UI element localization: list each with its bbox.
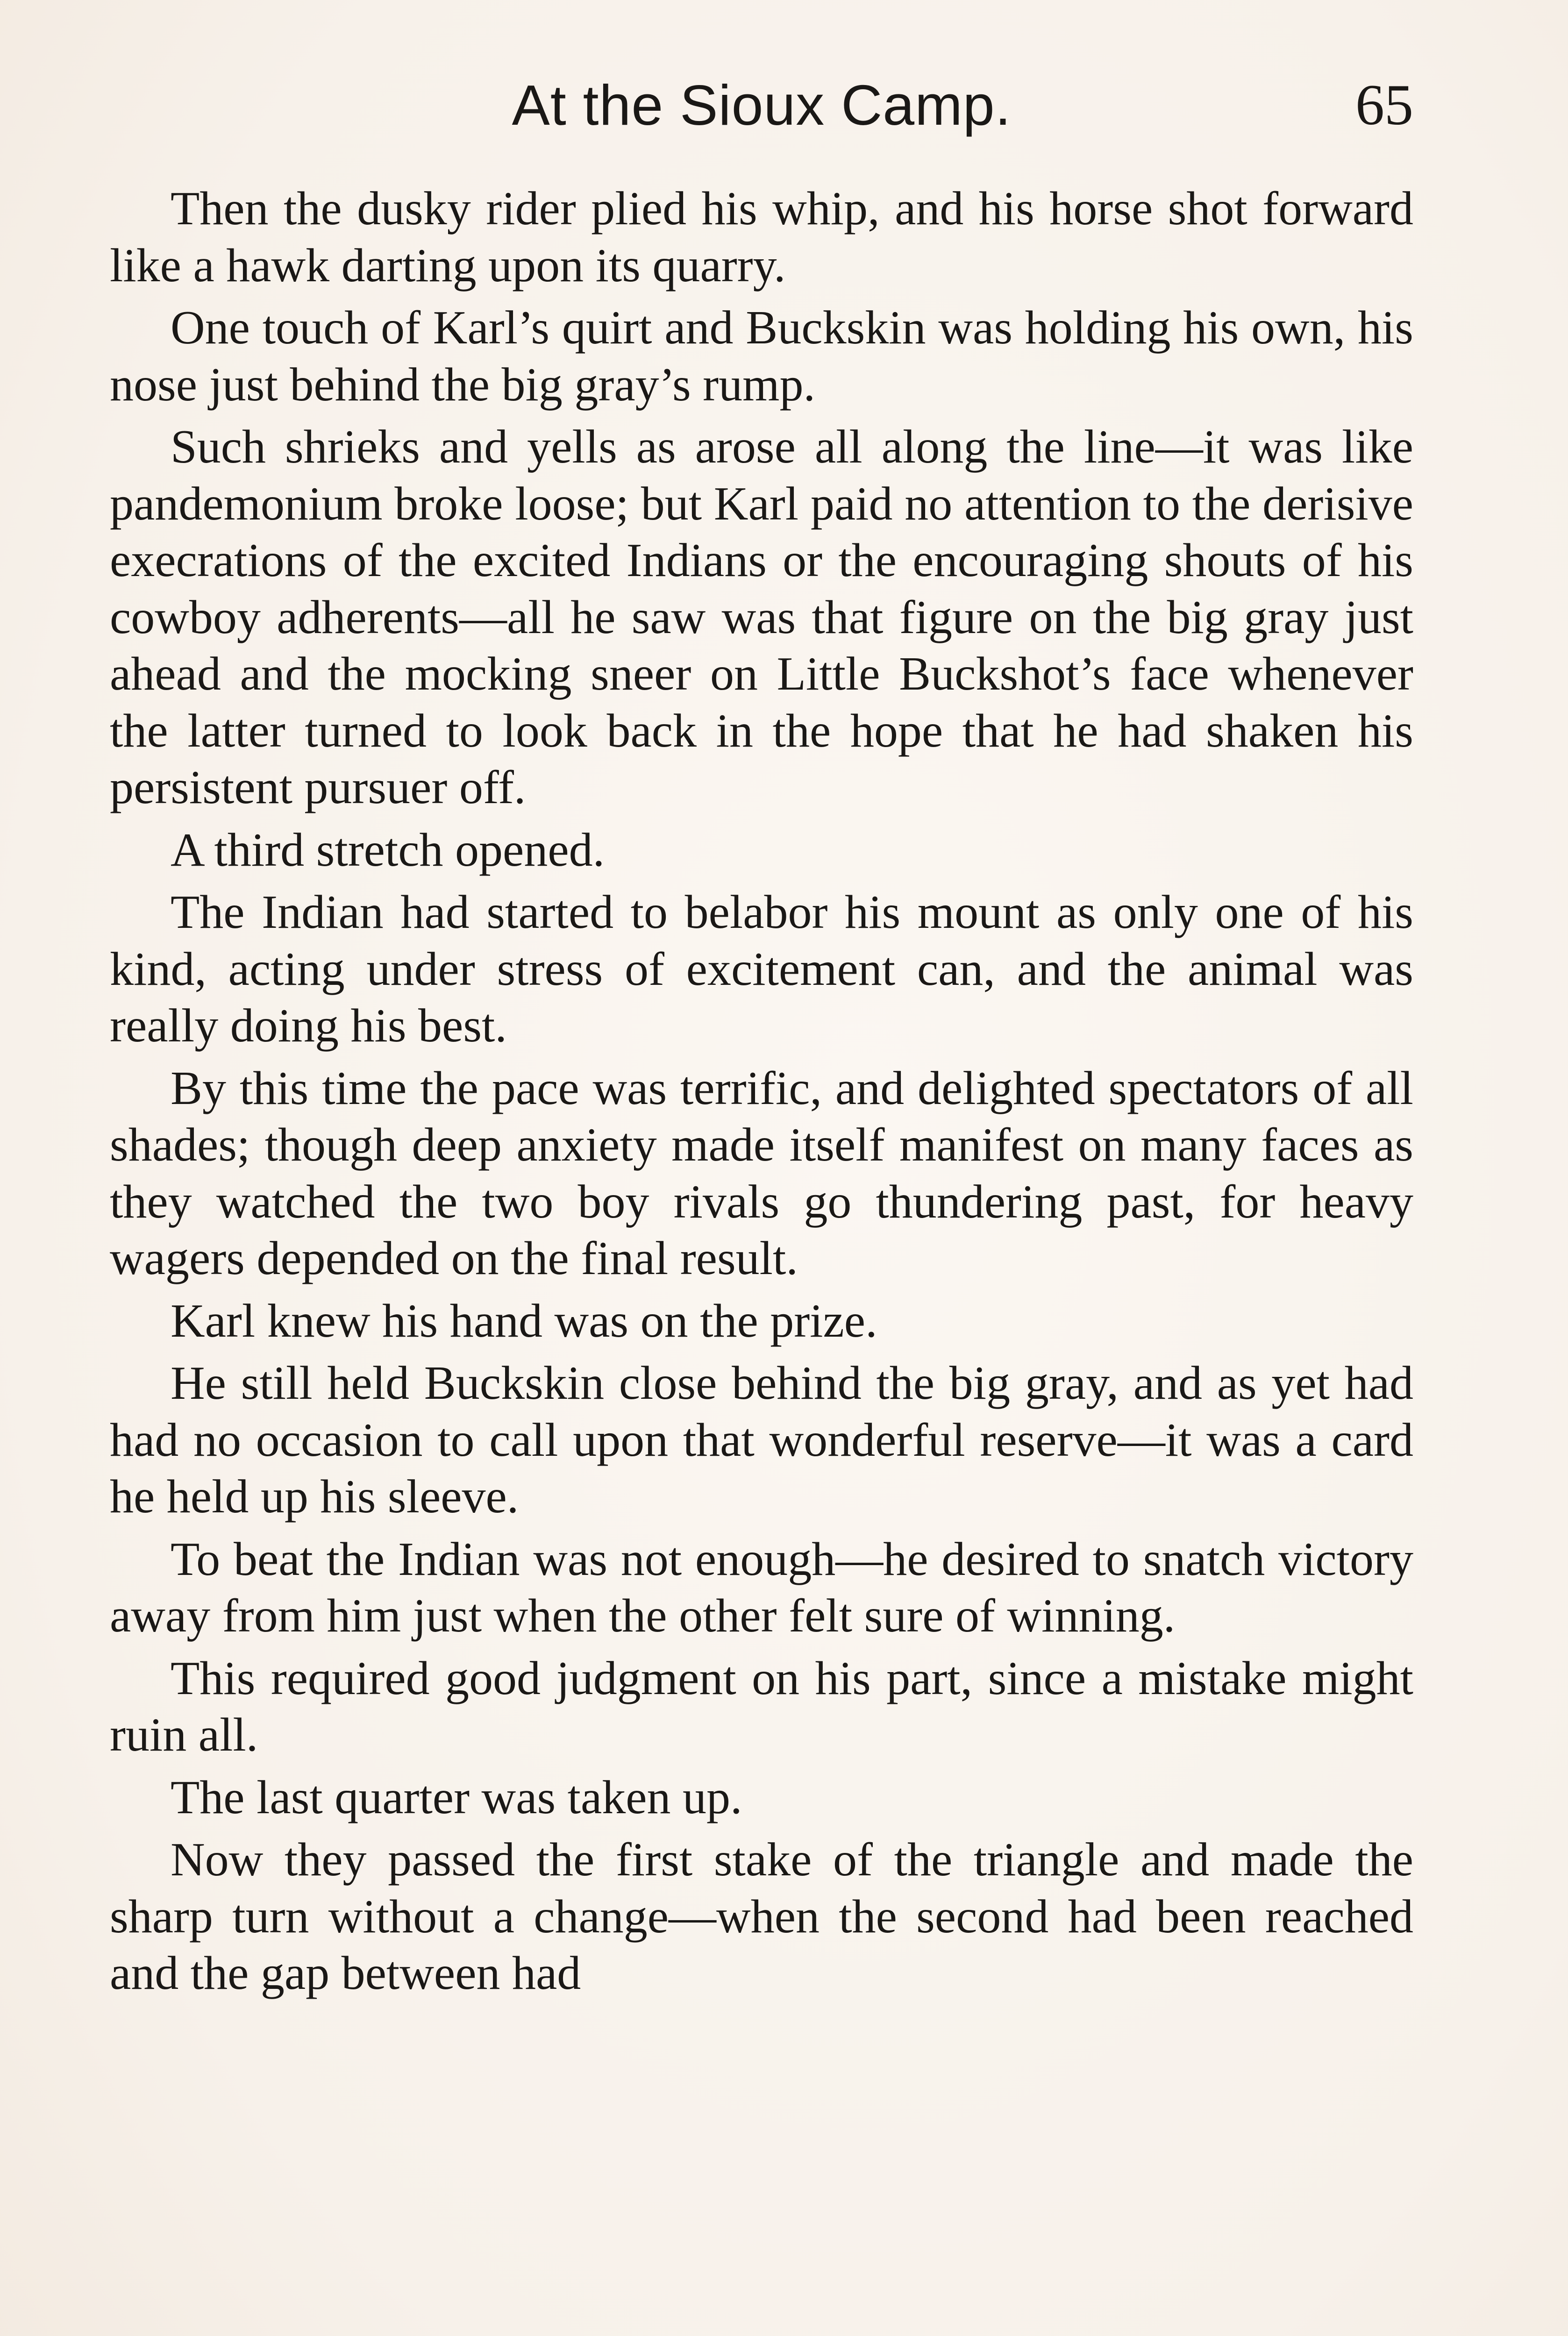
paragraph: One touch of Karl’s quirt and Buckskin was holding his own, his nose just behind the big gray’s rump. [110,301,1413,411]
paragraph: A third stretch opened. [171,823,605,876]
paragraph: Karl knew his hand was on the prize. [171,1294,877,1347]
paragraph: To beat the Indian was not enough—he desired to snatch victory away from him just when the other felt sure of winning. [110,1532,1413,1642]
paragraph: Then the dusky rider plied his whip, and his horse shot forward like a hawk darting upon its quarry. [110,182,1413,292]
paragraph: By this time the pace was terrific, and delighted spectators of all shades; though deep anxiety made itself manifest on many faces as they watched the two boy rivals go thundering past, for heavy wagers depended on the final result. [110,1061,1413,1285]
page-number: 65 [1355,73,1413,137]
paragraph: The last quarter was taken up. [171,1771,742,1824]
paragraph: Such shrieks and yells as arose all along the line—it was like pandemonium broke loose; but Karl paid no attention to the derisive execrations of the excited Indians or the encouraging shouts of his cowboy adherents—all he saw was that figure on the big gray just ahead and the mocking sneer on Little Buckshot’s face whenever the latter turned to look back in the hope that he had shaken his persistent pursuer off. [110,420,1413,814]
paragraph: He still held Buckskin close behind the big gray, and as yet had had no occasion to call upon that wonderful reserve—it was a card he held up his sleeve. [110,1357,1413,1523]
paragraph: The Indian had started to belabor his mount as only one of his kind, acting under stress of excitement can, and the animal was really doing his best. [110,886,1413,1052]
paragraph: This required good judgment on his part, since a mistake might ruin all. [110,1652,1413,1761]
paragraph: Now they passed the first stake of the triangle and made the sharp turn without a change—when the second had been reached and the gap between had [110,1833,1413,2000]
running-title: At the Sioux Camp. [512,73,1012,137]
page-header [110,70,1413,140]
body-text [110,180,1413,2008]
